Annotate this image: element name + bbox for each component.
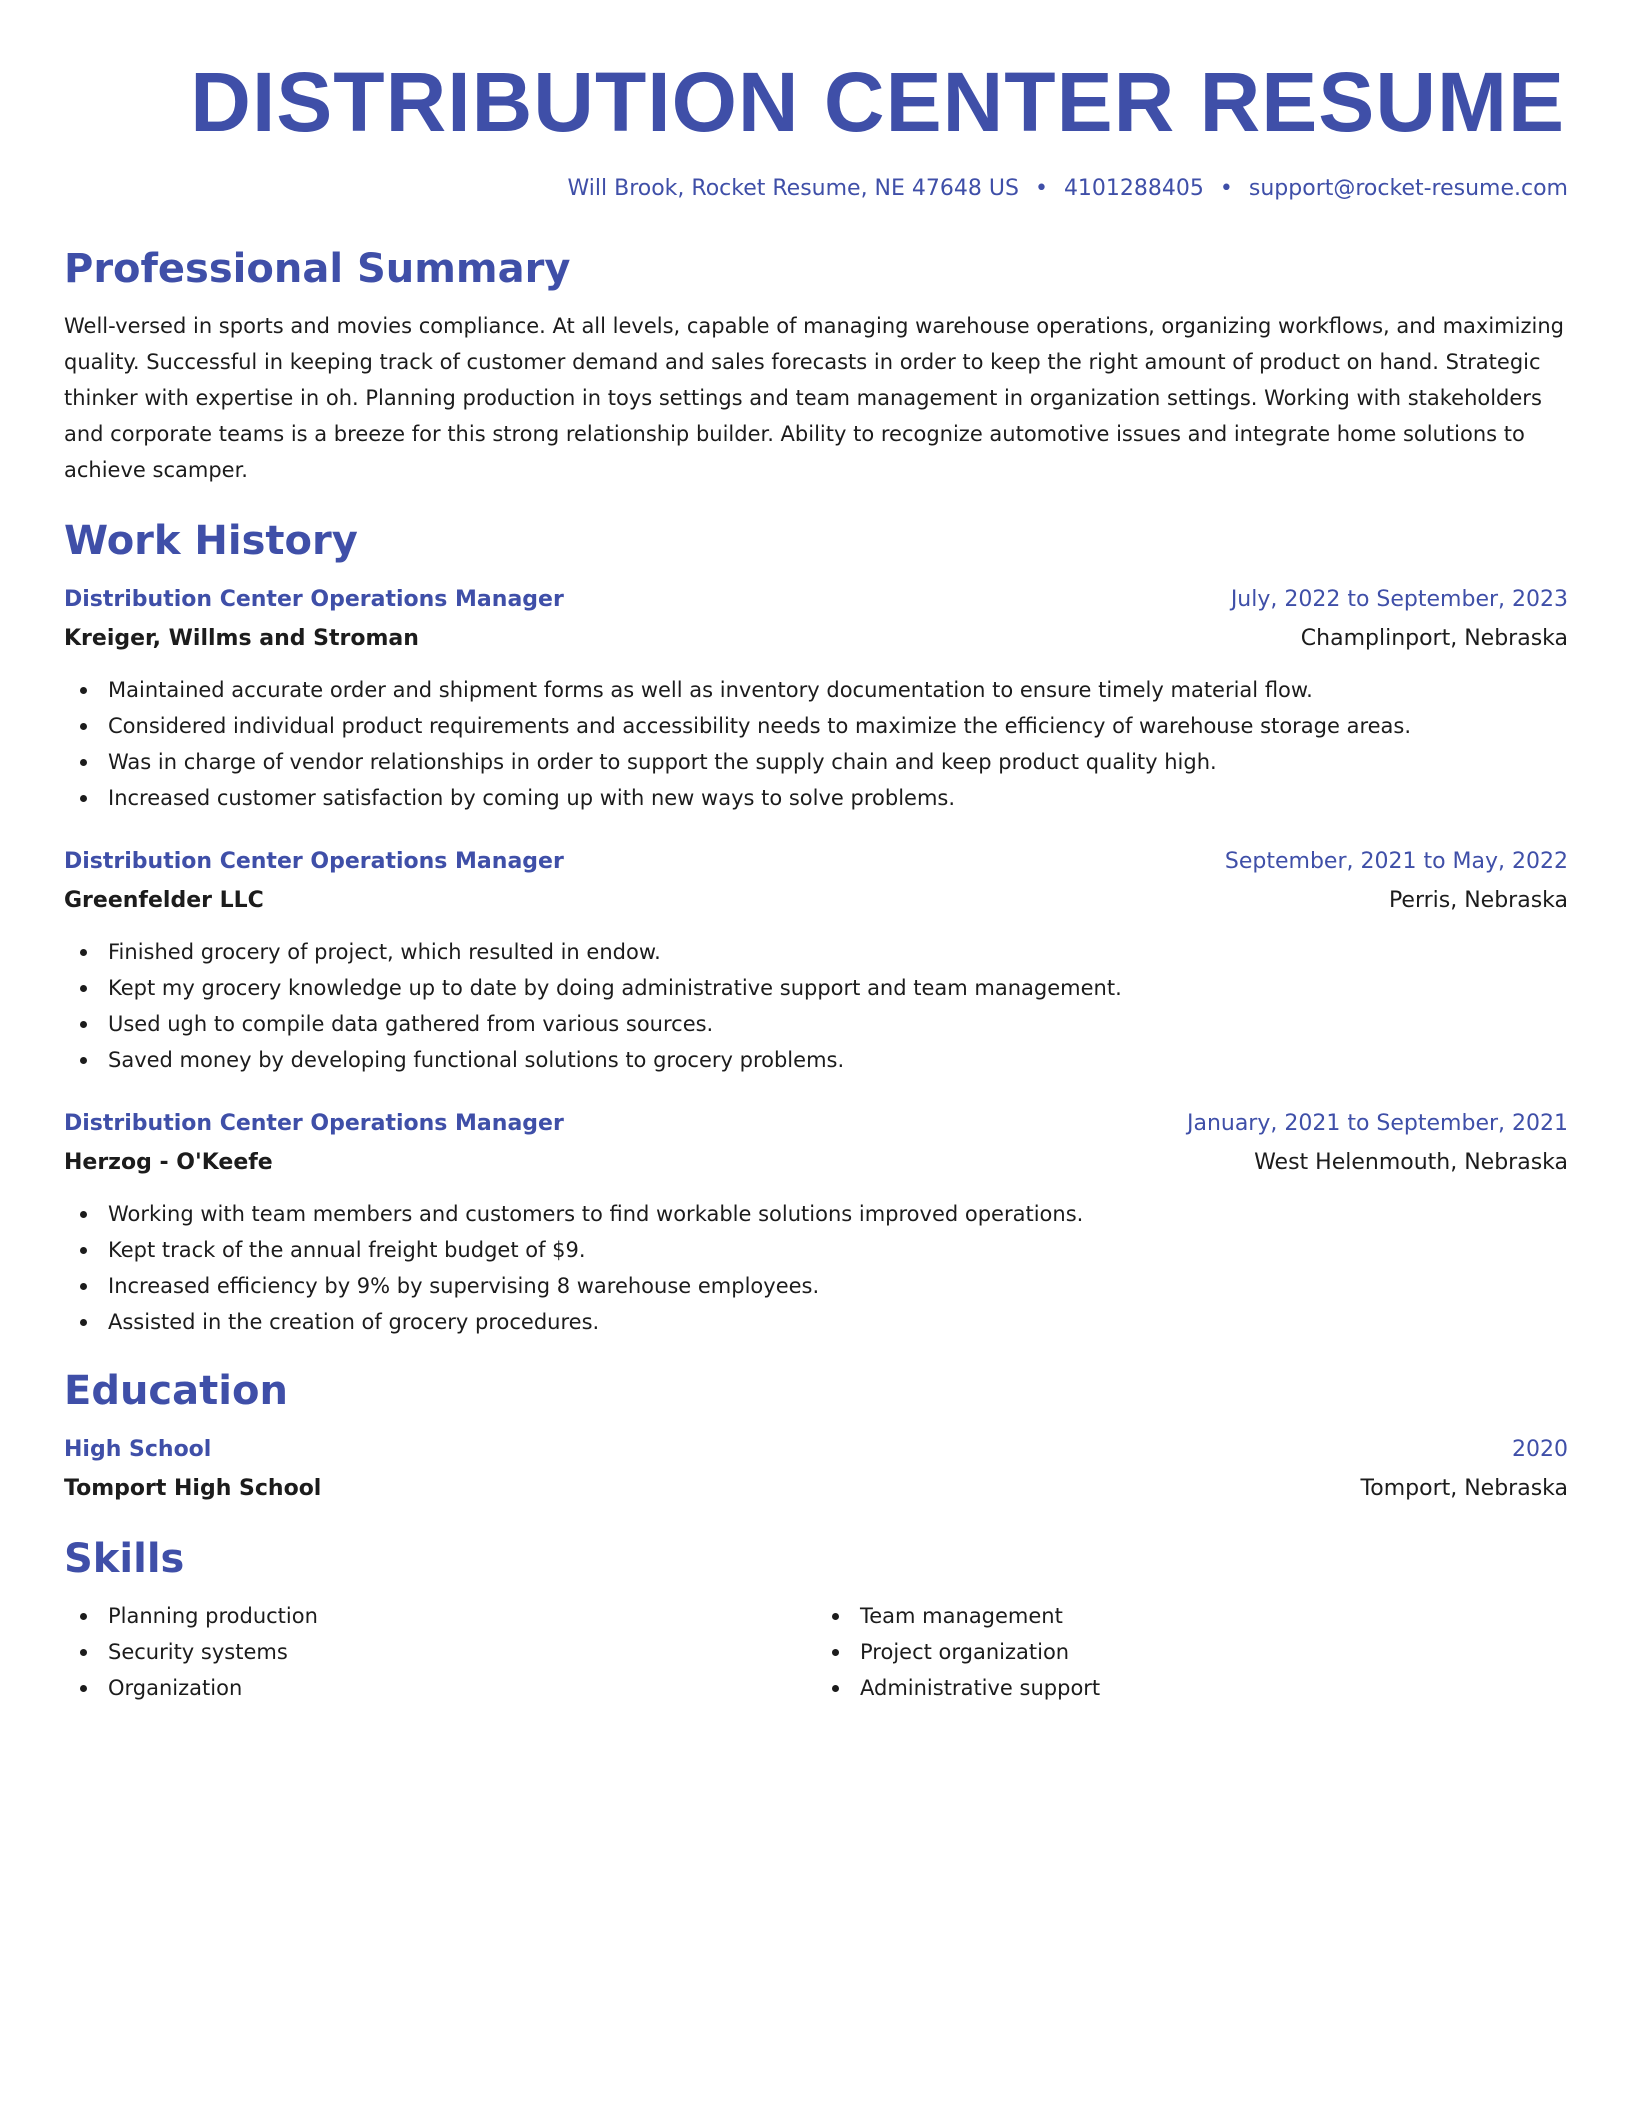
job-bullet: Kept track of the annual freight budget of $9. (64, 1232, 1568, 1268)
contact-email: support@rocket-resume.com (1248, 176, 1568, 201)
job-subheader (64, 1144, 1568, 1182)
skill-item: Project organization (816, 1634, 1568, 1670)
education-school: Tomport High School (64, 1476, 322, 1501)
contact-separator: • (1034, 176, 1048, 201)
skills-column-left (64, 1598, 816, 1706)
job-bullet: Working with team members and customers to find workable solutions improved operations. (64, 1196, 1568, 1232)
contact-separator: • (1219, 176, 1233, 201)
education-degree: High School (64, 1437, 212, 1462)
skill-item: Team management (816, 1598, 1568, 1634)
job-bullet: Increased customer satisfaction by coming up with new ways to solve problems. (64, 780, 1568, 816)
job-bullet: Saved money by developing functional solutions to grocery problems. (64, 1042, 1568, 1078)
skills-heading: Skills (64, 1536, 185, 1582)
education-subheader (64, 1470, 1568, 1508)
education-entry (64, 1432, 1568, 1508)
job-dates: September, 2021 to May, 2022 (1224, 849, 1568, 874)
contact-address: Will Brook, Rocket Resume, NE 47648 US (567, 176, 1019, 201)
job-bullet: Maintained accurate order and shipment forms as well as inventory documentation to ensure timely material flow. (64, 672, 1568, 708)
contact-phone: 4101288405 (1063, 176, 1204, 201)
job-bullet: Finished grocery of project, which resulted in endow. (64, 934, 1568, 970)
job-company: Kreiger, Willms and Stroman (64, 626, 419, 651)
job-subheader (64, 882, 1568, 920)
skill-item: Planning production (64, 1598, 816, 1634)
contact-line (64, 174, 1568, 204)
job-title: Distribution Center Operations Manager (64, 587, 564, 612)
job-entry (64, 844, 1568, 1078)
job-dates: January, 2021 to September, 2021 (1186, 1111, 1568, 1136)
job-title: Distribution Center Operations Manager (64, 1111, 564, 1136)
resume-title: DISTRIBUTION CENTER RESUME (190, 55, 1565, 149)
job-company: Greenfelder LLC (64, 888, 264, 913)
job-header (64, 1106, 1568, 1142)
education-year: 2020 (1512, 1437, 1568, 1462)
job-entry (64, 582, 1568, 816)
job-bullet: Used ugh to compile data gathered from various sources. (64, 1006, 1568, 1042)
skills-columns (64, 1598, 1568, 1706)
job-bullets (64, 1196, 1568, 1340)
skill-item: Administrative support (816, 1670, 1568, 1706)
job-company: Herzog - O'Keefe (64, 1150, 273, 1175)
education-header (64, 1432, 1568, 1468)
job-location: Champlinport, Nebraska (1300, 626, 1568, 651)
job-entry (64, 1106, 1568, 1340)
job-bullets (64, 672, 1568, 816)
education-location: Tomport, Nebraska (1360, 1476, 1568, 1501)
job-bullet: Assisted in the creation of grocery procedures. (64, 1304, 1568, 1340)
job-title: Distribution Center Operations Manager (64, 849, 564, 874)
job-bullet: Considered individual product requirements and accessibility needs to maximize the efficiency of warehouse storage areas. (64, 708, 1568, 744)
job-header (64, 844, 1568, 880)
skills-column-right (816, 1598, 1568, 1706)
education-heading: Education (64, 1368, 288, 1414)
job-subheader (64, 620, 1568, 658)
job-bullet: Kept my grocery knowledge up to date by doing administrative support and team management. (64, 970, 1568, 1006)
skill-item: Security systems (64, 1634, 816, 1670)
job-bullet: Increased efficiency by 9% by supervising 8 warehouse employees. (64, 1268, 1568, 1304)
job-location: West Helenmouth, Nebraska (1254, 1150, 1568, 1175)
job-dates: July, 2022 to September, 2023 (1230, 587, 1568, 612)
job-location: Perris, Nebraska (1388, 888, 1568, 913)
job-header (64, 582, 1568, 618)
skill-item: Organization (64, 1670, 816, 1706)
summary-text: Well-versed in sports and movies compliance. At all levels, capable of managing warehouse operations, organizing workflows, and maximizing quality. Successful in keeping track of customer demand and sales forecasts in order to keep the right amount of product on hand. Strategic thinker with expertise in oh. Planning production in toys settings and team management in organization settings. Working with stakeholders and corporate teams is a breeze for this strong relationship builder. Ability to recognize automotive issues and integrate home solutions to achieve scamper. (64, 314, 1564, 482)
job-bullets (64, 934, 1568, 1078)
work-history-heading: Work History (64, 518, 358, 564)
summary-heading: Professional Summary (64, 246, 571, 292)
job-bullet: Was in charge of vendor relationships in order to support the supply chain and keep product quality high. (64, 744, 1568, 780)
